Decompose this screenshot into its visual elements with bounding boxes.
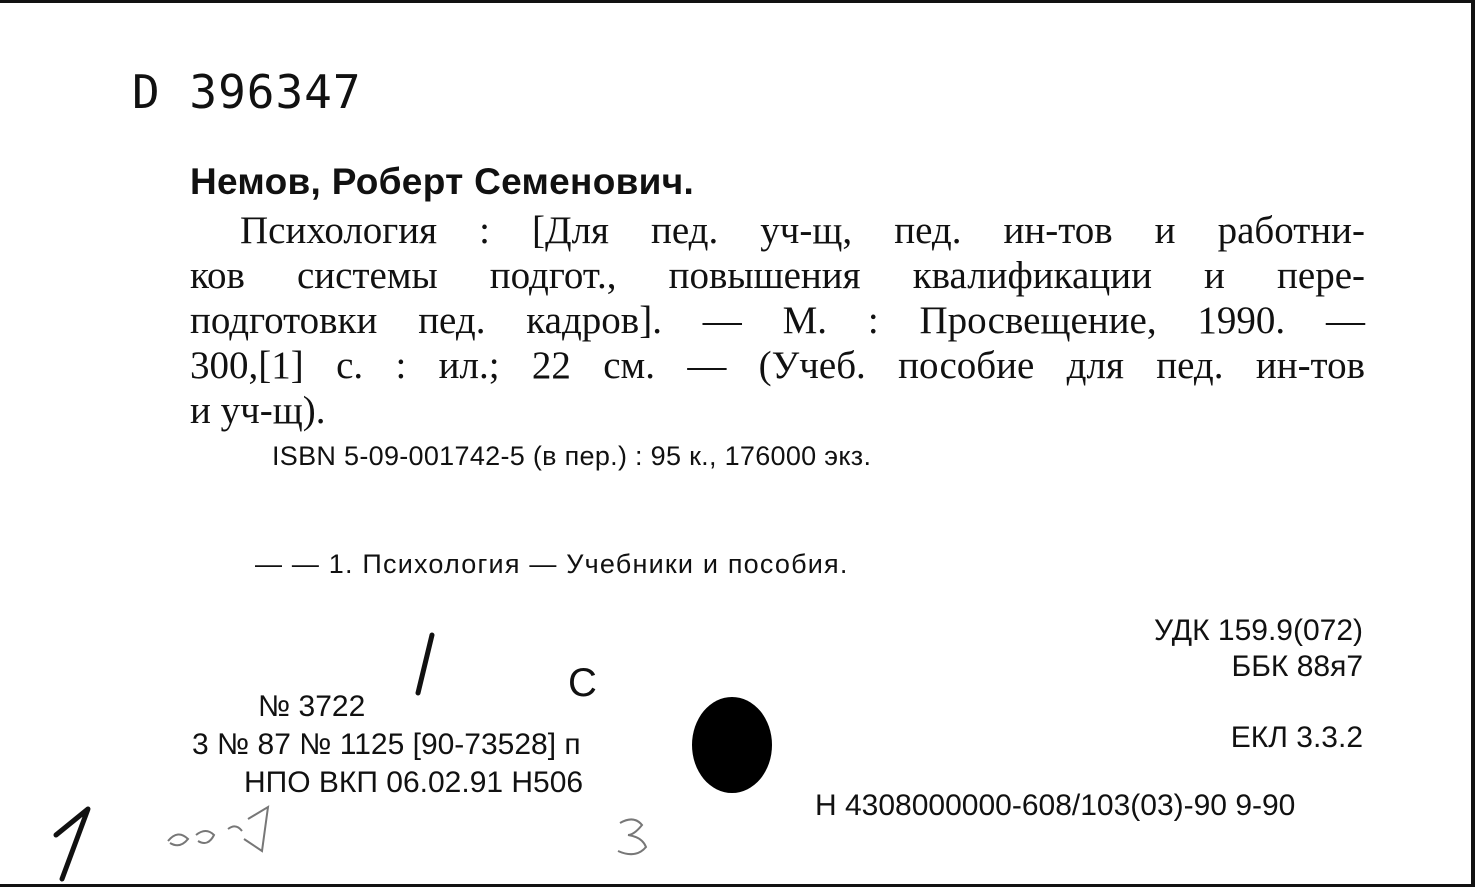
subject-heading: — — 1. Психология — Учебники и пособия. — [255, 549, 849, 579]
bbk-code: ББК 88я7 — [1231, 650, 1363, 683]
author-heading: Немов, Роберт Семенович. — [190, 161, 695, 202]
description-line: 300,[1] с. : ил.; 22 см. — (Учеб. пособие для пед. ин-тов — [190, 344, 1365, 387]
handwritten-marks — [0, 3, 1475, 890]
description-line: подготовки пед. кадров]. — М. : Просвещение, 1990. — — [190, 299, 1365, 342]
pen-stroke-mark — [418, 635, 432, 693]
card-number: D 396347 — [132, 65, 362, 119]
print-order: 3 № 87 № 1125 [90-73528] п — [192, 728, 581, 761]
pencil-three-mark — [618, 819, 646, 854]
description-line: Психология : [Для пед. уч-щ, пед. ин-тов и работни- — [240, 209, 1365, 252]
printer-info: НПО ВКП 06.02.91 Н506 — [244, 766, 584, 799]
isbn-line: ISBN 5-09-001742-5 (в пер.) : 95 к., 176000 экз. — [272, 441, 872, 471]
ekl-code: ЕКЛ 3.3.2 — [1230, 721, 1363, 754]
copy-letter: С — [568, 661, 597, 705]
pencil-scribble-mark — [168, 807, 268, 851]
udk-code: УДК 159.9(072) — [1154, 614, 1363, 647]
order-number: № 3722 — [258, 690, 366, 723]
publisher-code: Н 4308000000-608/103(03)-90 9-90 — [815, 789, 1296, 822]
description-line: ков системы подгот., повышения квалификации и пере- — [190, 254, 1365, 297]
description-line: и уч-щ). — [190, 389, 326, 432]
handwritten-one-mark — [56, 809, 88, 879]
